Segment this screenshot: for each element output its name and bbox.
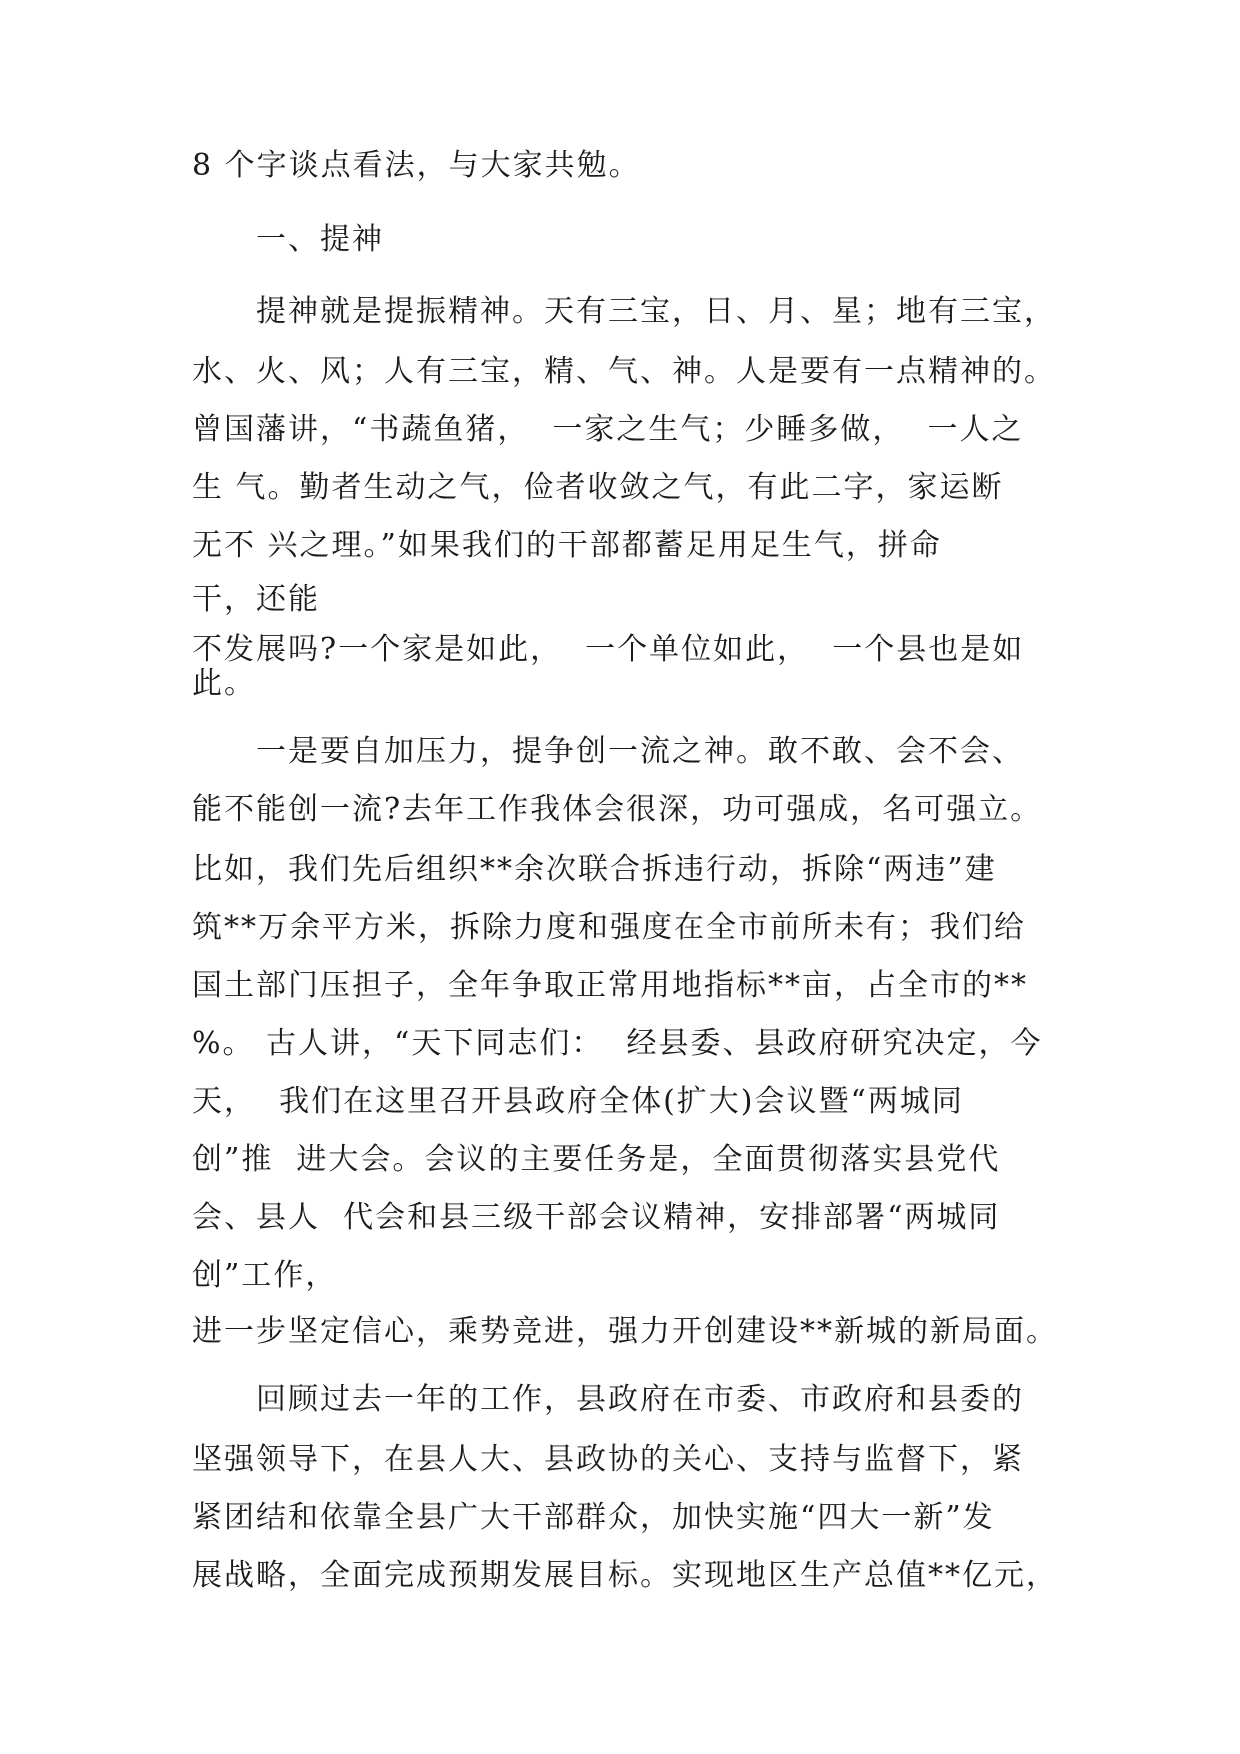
text-line: 会、县人 代会和县三级干部会议精神，安排部署“两城同 [192, 1200, 1001, 1235]
text-line: 紧团结和依靠全县广大干部群众，加快实施“四大一新”发 [192, 1500, 995, 1535]
text-line: 曾国藩讲，“书蔬鱼猪， 一家之生气；少睡多做， 一人之 [192, 412, 1024, 447]
text-line: 筑**万余平方米，拆除力度和强度在全市前所未有；我们给 [192, 910, 1026, 945]
text-line: %。 古人讲，“天下同志们： 经县委、县政府研究决定，今 [192, 1026, 1043, 1061]
text-line: 创”工作， [192, 1258, 338, 1293]
text-line: 展战略，全面完成预期发展目标。实现地区生产总值**亿元， [192, 1558, 1058, 1593]
text-line: 进一步坚定信心，乘势竞进，强力开创建设**新城的新局面。 [192, 1314, 1058, 1349]
text-line: 提神就是提振精神。天有三宝，日、月、星；地有三宝， [256, 294, 1056, 329]
text-line: 创”推 进大会。会议的主要任务是，全面贯彻落实县党代 [192, 1142, 1001, 1177]
text-line: 此。 [192, 666, 256, 701]
text-line: 坚强领导下，在县人大、县政协的关心、支持与监督下，紧 [192, 1442, 1024, 1477]
text-line: 不发展吗?一个家是如此， 一个单位如此， 一个县也是如 [192, 632, 1025, 667]
text-line: 干，还能 [192, 582, 320, 617]
text-line: 比如，我们先后组织**余次联合拆违行动，拆除“两违”建 [192, 852, 997, 887]
text-line: 回顾过去一年的工作，县政府在市委、市政府和县委的 [256, 1382, 1024, 1417]
text-line: 水、火、风；人有三宝，精、气、神。人是要有一点精神的。 [192, 354, 1056, 389]
text-line: 天， 我们在这里召开县政府全体(扩大)会议暨“两城同 [192, 1084, 964, 1119]
text-line: 国土部门压担子，全年争取正常用地指标**亩，占全市的** [192, 968, 1028, 1003]
text-line: 能不能创一流?去年工作我体会很深，功可强成，名可强立。 [192, 792, 1043, 827]
section-heading: 一、提神 [256, 222, 384, 257]
text-line: 8 个字谈点看法，与大家共勉。 [192, 148, 641, 183]
text-line: 一是要自加压力，提争创一流之神。敢不敢、会不会、 [256, 734, 1024, 769]
text-line: 生 气。勤者生动之气，俭者收敛之气，有此二字，家运断 [192, 470, 1004, 505]
text-line: 无不 兴之理。”如果我们的干部都蓄足用足生气，拼命 [192, 528, 942, 563]
